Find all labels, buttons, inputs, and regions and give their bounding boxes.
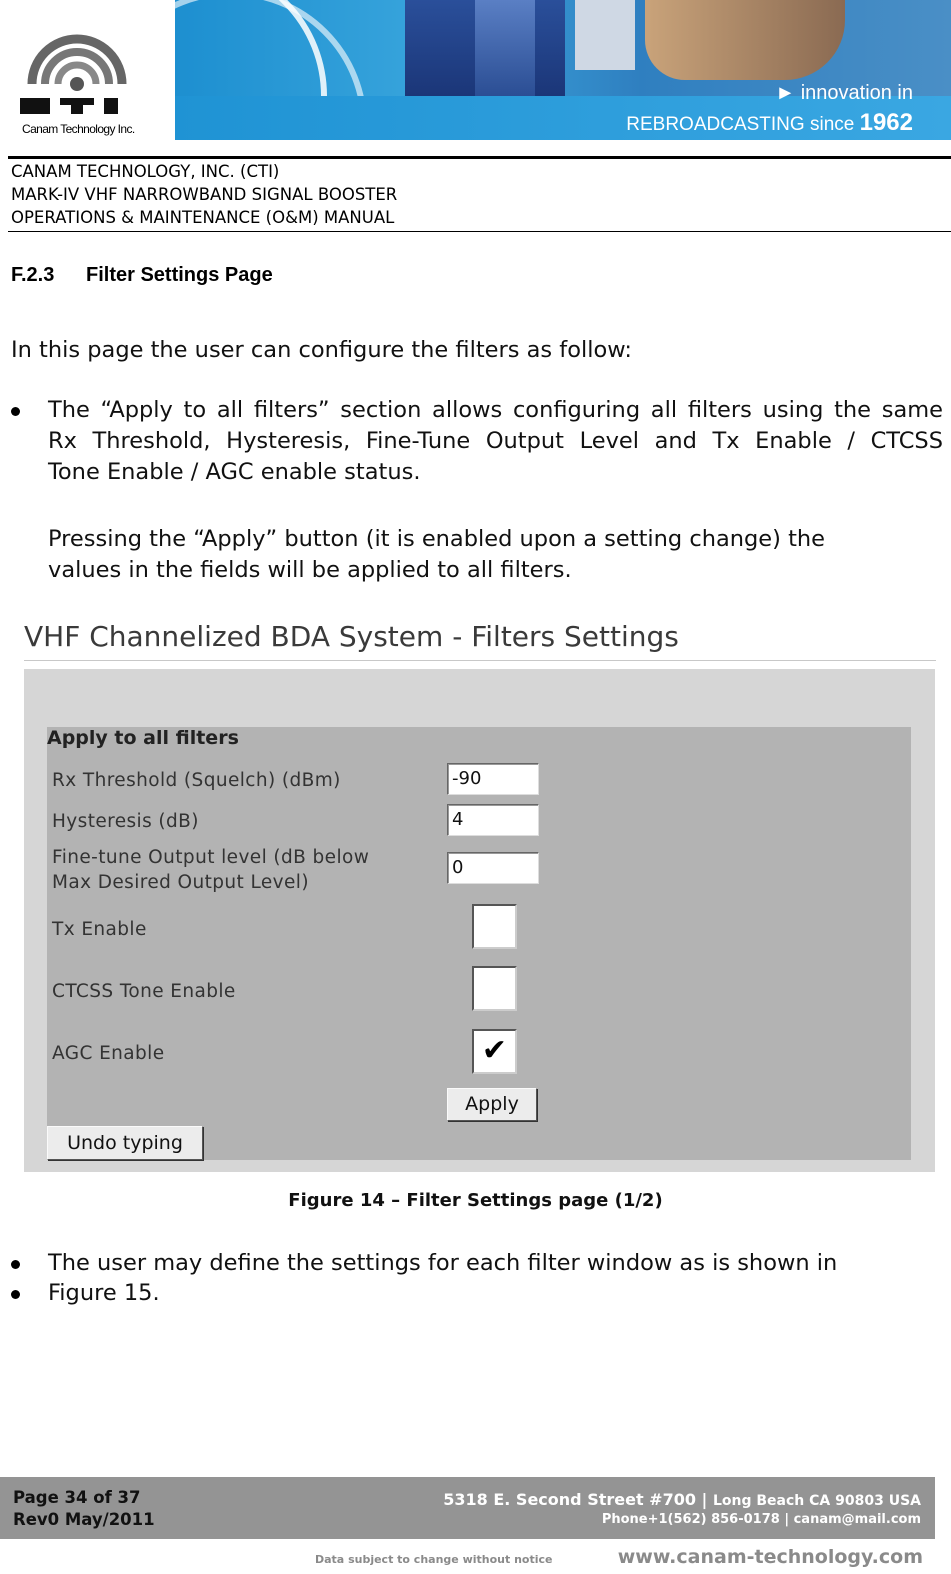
figure-page-title: VHF Channelized BDA System - Filters Settings [24, 620, 679, 653]
page-number: Page 34 of 37 [13, 1488, 141, 1507]
agc-enable-label: AGC Enable [52, 1043, 165, 1064]
bullet2-text: The user may define the settings for each filter window as is shown in [48, 1250, 838, 1276]
agc-enable-checkbox[interactable] [472, 1029, 517, 1074]
section-title: Filter Settings Page [86, 264, 273, 286]
bullet1-line2: Rx Threshold, Hysteresis, Fine-Tune Output Level and Tx Enable / CTCSS [48, 428, 943, 454]
figure-title-rule [24, 660, 936, 661]
hysteresis-input[interactable]: 4 [447, 804, 539, 836]
intro-paragraph: In this page the user can configure the filters as follow: [11, 337, 633, 363]
header-product: MARK-IV VHF NARROWBAND SIGNAL BOOSTER [11, 185, 398, 204]
apply-button[interactable]: Apply [447, 1088, 537, 1121]
checkmark-icon: ✔ [481, 1033, 508, 1068]
footer-disclaimer: Data subject to change without notice [315, 1553, 553, 1566]
finetune-label-line1: Fine-tune Output level (dB below [52, 847, 370, 868]
contact-line: Phone+1(562) 856-0178 | canam@mail.com [601, 1512, 921, 1527]
footer-website[interactable]: www.canam-technology.com [617, 1546, 923, 1568]
header-rule-bottom [8, 231, 951, 232]
header-rule-top [8, 156, 951, 159]
hysteresis-label: Hysteresis (dB) [52, 811, 199, 832]
header-company: CANAM TECHNOLOGY, INC. (CTI) [11, 162, 280, 181]
tx-enable-label: Tx Enable [52, 919, 147, 940]
tagline-rebroadcasting: REBROADCASTING [626, 114, 805, 135]
footer-page-info [13, 1487, 155, 1531]
bullet-dot [11, 1290, 20, 1299]
apply-all-heading: Apply to all filters [47, 727, 239, 749]
tagline-since: since [809, 114, 855, 135]
revision: Rev0 May/2011 [13, 1510, 155, 1529]
tagline-line2 [626, 109, 913, 137]
bullet-dot [11, 1260, 20, 1269]
address-line [443, 1490, 921, 1509]
bullet-dot [11, 407, 20, 416]
bullet1-line1: The “Apply to all filters” section allows configuring all filters using the same [48, 397, 943, 423]
bullet1-line3: Tone Enable / AGC enable status. [48, 459, 421, 485]
bullet1-para2-line1: Pressing the “Apply” button (it is enabled upon a setting change) the [48, 526, 825, 552]
tagline-line1: ► innovation in [775, 82, 913, 104]
finetune-input[interactable]: 0 [447, 852, 539, 884]
tx-enable-checkbox[interactable] [472, 904, 517, 949]
bullet1-para2-line2: values in the fields will be applied to all filters. [48, 557, 572, 583]
section-number: F.2.3 [11, 264, 55, 286]
rx-threshold-input[interactable]: -90 [447, 763, 539, 795]
bullet3-text: Figure 15. [48, 1280, 160, 1306]
finetune-label-line2: Max Desired Output Level) [52, 872, 309, 893]
tagline-year: 1962 [859, 109, 913, 136]
undo-typing-button[interactable]: Undo typing [47, 1126, 203, 1160]
rx-threshold-label: Rx Threshold (Squelch) (dBm) [52, 770, 341, 791]
city-address: Long Beach CA 90803 USA [712, 1493, 921, 1509]
banner-tagline [626, 82, 913, 137]
figure-caption: Figure 14 – Filter Settings page (1/2) [288, 1190, 663, 1211]
page-banner [0, 0, 951, 150]
street-address: 5318 E. Second Street #700 | [443, 1490, 708, 1509]
header-manual: OPERATIONS & MAINTENANCE (O&M) MANUAL [11, 208, 395, 227]
footer-address [443, 1490, 921, 1527]
company-wordmark: Canam Technology Inc. [22, 122, 135, 136]
ctcss-enable-checkbox[interactable] [472, 966, 517, 1011]
ctcss-enable-label: CTCSS Tone Enable [52, 981, 236, 1002]
